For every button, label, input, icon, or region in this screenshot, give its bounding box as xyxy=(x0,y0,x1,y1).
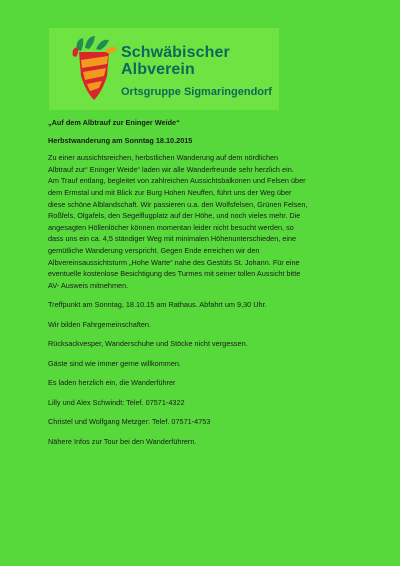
description-paragraph xyxy=(48,152,364,291)
org-name-line2: Albverein xyxy=(121,61,195,78)
invitation-note: Es laden herzlich ein, die Wanderführer xyxy=(48,378,176,388)
paragraph-line: eventuelle kostenlose Besichtigung des Turmes mit seiner tollen Aussicht bitte xyxy=(48,269,301,279)
paragraph-line: angesagten Höllenlöcher können momentan leider nicht besucht werden, so xyxy=(48,222,294,232)
document-body xyxy=(48,117,364,447)
paragraph-line: diese schöne Alblandschaft. Wir passieren u.a. den Wolfsfelsen, Grünen Felsen, xyxy=(48,199,308,209)
albverein-logo-icon xyxy=(69,34,119,104)
paragraph-line: dass uns ein ca. 4,5 ständiger Weg mit minimalen Höhenunterschieden, eine xyxy=(48,234,297,244)
carpool-note: Wir bilden Fahrgemeinschaften. xyxy=(48,319,152,329)
document-subtitle: Herbstwanderung am Sonntag 18.10.2015 xyxy=(48,135,193,145)
paragraph-line: Albtrauf zur“ Eninger Weide“ laden wir alle Wanderfreunde sehr herzlich ein. xyxy=(48,164,294,174)
org-name-line1: Schwäbischer xyxy=(121,44,230,61)
paragraph-line: Roßfels, Olgafels, den Segelflugplatz auf der Höhe, und noch vieles mehr. Die xyxy=(48,211,301,221)
paragraph-line: AV- Ausweis mitnehmen. xyxy=(48,280,129,290)
info-note: Nähere Infos zur Tour bei den Wanderführern. xyxy=(48,436,197,446)
guide-contact-1: Lilly und Alex Schwindt: Telef. 07571-4322 xyxy=(48,397,185,407)
meeting-point: Treffpunkt am Sonntag, 18.10.15 am Rathaus. Abfahrt um 9,30 Uhr. xyxy=(48,300,267,310)
paragraph-line: Zu einer aussichtsreichen, herbstlichen Wanderung auf dem nördlichen xyxy=(48,153,279,163)
guide-contact-2: Christel und Wolfgang Metzger: Telef. 07571-4753 xyxy=(48,417,211,427)
paragraph-line: dem Ermstal und mit Blick zur Burg Hohen Neuffen, führt uns der Weg über xyxy=(48,187,292,197)
org-name xyxy=(121,44,230,78)
guests-note: Gäste sind wie immer gerne willkommen. xyxy=(48,358,182,368)
equipment-note: Rücksackvesper, Wanderschuhe und Stöcke nicht vergessen. xyxy=(48,339,248,349)
document-title: „Auf dem Albtrauf zur Eninger Weide“ xyxy=(48,118,180,127)
org-group: Ortsgruppe Sigmaringendorf xyxy=(121,86,272,98)
header-banner xyxy=(49,28,279,110)
paragraph-line: Albvereinsaussichtsturm „Hohe Warte“ nahe des Gestüts St. Johann. Für eine xyxy=(48,257,300,267)
paragraph-line: Am Trauf entlang, begleitet von zahlreichen Aussichtsbalkonen und Felsen über xyxy=(48,176,306,186)
paragraph-line: gemütliche Wanderung verspricht. Gegen Ende erreichen wir den xyxy=(48,245,260,255)
